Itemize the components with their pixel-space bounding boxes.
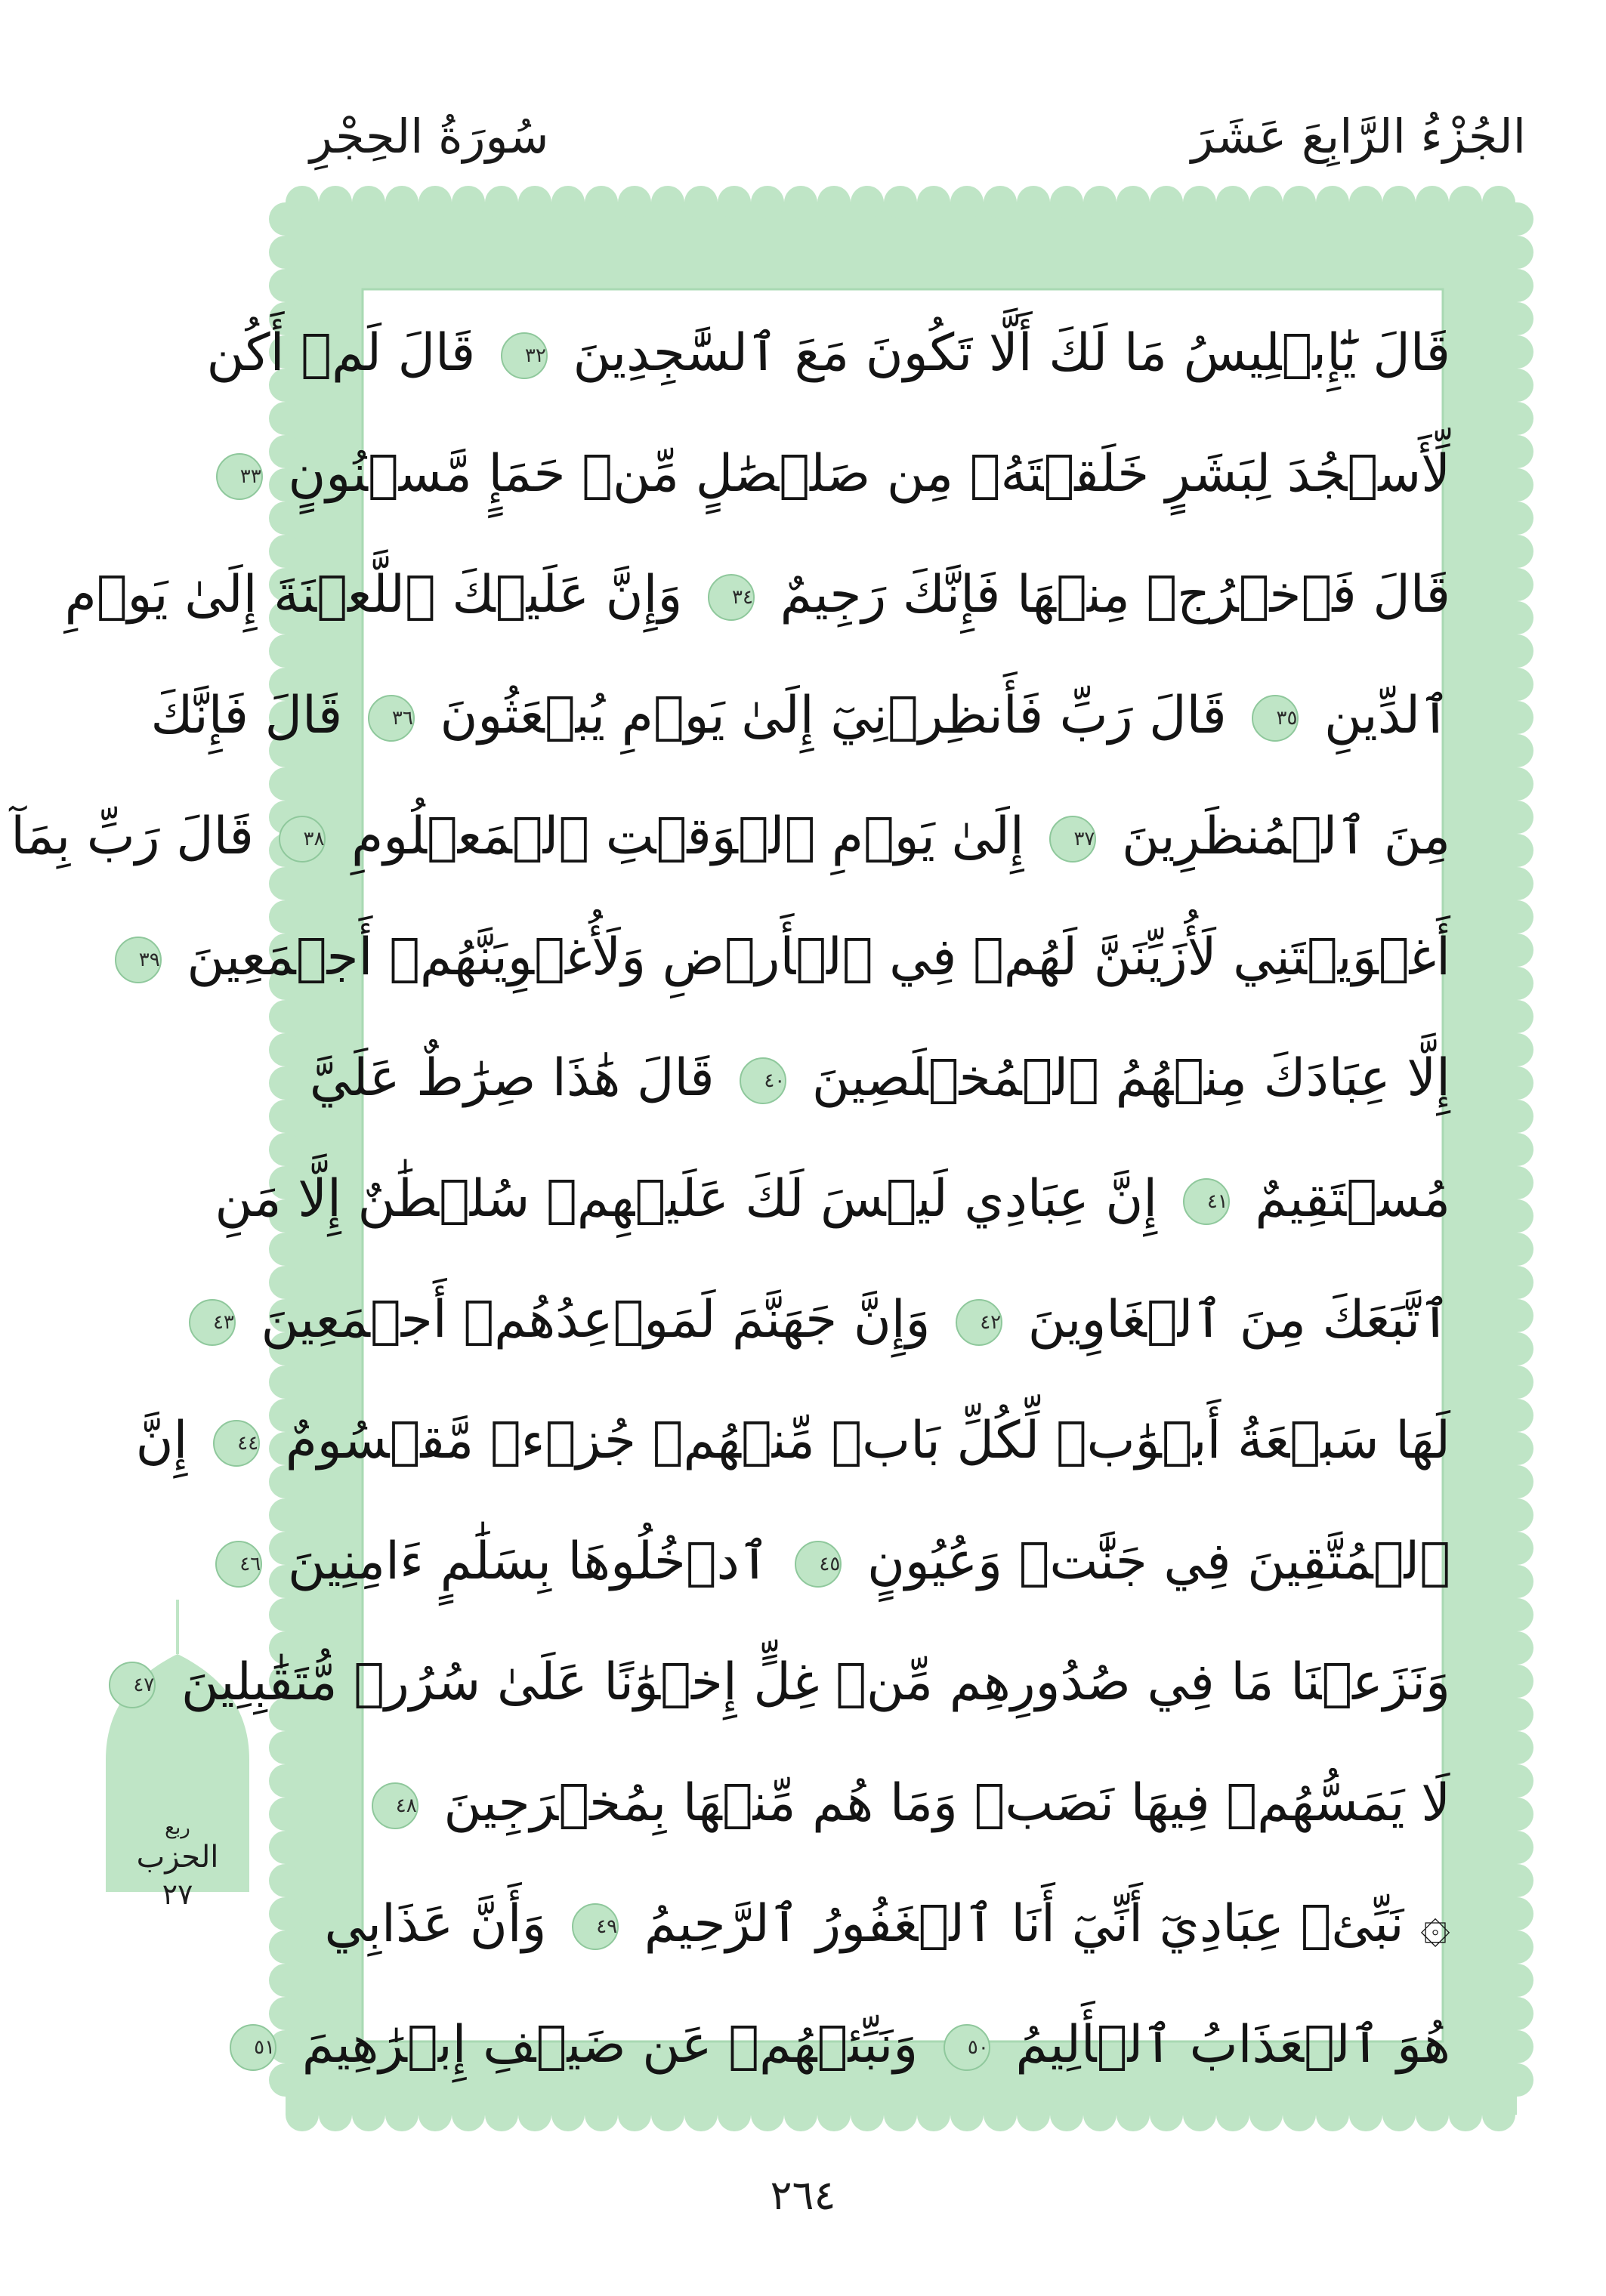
frame-scallop <box>1500 634 1533 668</box>
verse-text: هُوَ ٱلۡعَذَابُ ٱلۡأَلِيمُ <box>1015 2015 1450 2075</box>
verse-text: وَأَنَّ عَذَابِي <box>324 1894 547 1954</box>
verse-text: أَغۡوَيۡتَنِي لَأُزَيِّنَنَّ لَهُمۡ فِي ٱلۡأَرۡضِ وَلَأُغۡوِيَنَّهُمۡ أَجۡمَعِينَ <box>187 927 1450 987</box>
frame-scallop <box>269 1033 302 1066</box>
frame-scallop <box>1500 1532 1533 1565</box>
frame-scallop <box>1500 1897 1533 1930</box>
frame-scallop <box>1500 468 1533 501</box>
verse-text: وَنَزَعۡنَا مَا فِي صُدُورِهِم مِّنۡ غِلٍّ إِخۡوَٰنًا عَلَىٰ سُرُرٖ مُّتَقَٰبِلِينَ <box>181 1653 1450 1712</box>
frame-scallop <box>1500 1399 1533 1432</box>
frame-scallop <box>1500 867 1533 900</box>
frame-scallop <box>269 1066 302 1100</box>
frame-scallop <box>1500 435 1533 468</box>
frame-scallop <box>1500 1233 1533 1266</box>
frame-scallop <box>1500 934 1533 967</box>
frame-scallop <box>1500 568 1533 601</box>
verse-line <box>239 418 1450 531</box>
frame-scallop <box>269 236 302 269</box>
frame-scallop <box>1283 186 1316 219</box>
hizb-number: ٢٧ <box>162 1878 193 1911</box>
frame-scallop <box>1500 1432 1533 1465</box>
ayah-number-marker: ٤٣ <box>189 1299 236 1346</box>
frame-scallop <box>1500 834 1533 867</box>
verse-line <box>254 1989 1450 2102</box>
frame-scallop <box>917 186 950 219</box>
verse-line <box>206 297 1450 410</box>
frame-scallop <box>1500 1864 1533 1897</box>
frame-scallop <box>269 1864 302 1897</box>
verse-text: لَا يَمَسُّهُمۡ فِيهَا نَصَبٞ وَمَا هُم مِّنۡهَا بِمُخۡرَجِينَ <box>443 1773 1450 1833</box>
frame-scallop <box>269 1764 302 1798</box>
frame-scallop <box>1050 186 1083 219</box>
frame-scallop <box>1500 1665 1533 1698</box>
frame-scallop <box>1500 1698 1533 1731</box>
frame-scallop <box>1500 1631 1533 1665</box>
ayah-number-marker: ٤٩ <box>572 1903 619 1950</box>
verse-text: قَالَ هَٰذَا صِرَٰطٌ عَلَيَّ <box>309 1048 715 1108</box>
frame-scallop <box>1449 186 1482 219</box>
verse-line <box>385 1747 1450 1860</box>
frame-scallop <box>1017 186 1050 219</box>
ayah-number-marker: ٣٦ <box>368 695 415 742</box>
frame-scallop <box>1500 1731 1533 1764</box>
frame-scallop <box>1500 236 1533 269</box>
frame-scallop <box>651 186 684 219</box>
frame-scallop <box>1500 1166 1533 1199</box>
frame-scallop <box>984 186 1017 219</box>
frame-scallop <box>1500 335 1533 369</box>
frame-scallop <box>1500 1266 1533 1299</box>
frame-scallop <box>1150 186 1183 219</box>
verse-line <box>138 901 1450 1014</box>
frame-scallop <box>385 186 418 219</box>
verse-text: مُسۡتَقِيمٌ <box>1255 1169 1450 1229</box>
frame-scallop <box>269 1897 302 1930</box>
frame-scallop <box>1500 767 1533 801</box>
frame-scallop <box>319 186 352 219</box>
verse-text: ٱدۡخُلُوهَا بِسَلَٰمٍ ءَامِنِينَ <box>287 1532 770 1591</box>
frame-scallop <box>1500 967 1533 1000</box>
frame-scallop <box>1500 801 1533 834</box>
verse-text: مِنَ ٱلۡمُنظَرِينَ <box>1122 807 1450 866</box>
verse-text: ۞ نَبِّئۡ عِبَادِيٓ أَنِّيٓ أَنَا ٱلۡغَفُورُ ٱلرَّحِيمُ <box>644 1894 1450 1954</box>
frame-scallop <box>1500 1764 1533 1798</box>
frame-scallop <box>1500 1565 1533 1598</box>
verse-text: وَنَبِّئۡهُمۡ عَن ضَيۡفِ إِبۡرَٰهِيمَ <box>301 2015 919 2075</box>
frame-scallop <box>751 186 784 219</box>
ayah-number-marker: ٤٥ <box>795 1541 842 1588</box>
frame-scallop <box>1500 1199 1533 1233</box>
frame-scallop <box>269 1831 302 1864</box>
frame-scallop <box>1500 302 1533 335</box>
verse-text: قَالَ رَبِّ بِمَآ <box>11 807 254 866</box>
ayah-number-marker: ٤٠ <box>740 1057 786 1104</box>
frame-scallop <box>1500 601 1533 634</box>
frame-scallop <box>1500 2063 1533 2097</box>
frame-scallop <box>1083 186 1116 219</box>
verse-line <box>212 1264 1450 1377</box>
verse-text: إِنَّ عِبَادِي لَيۡسَ لَكَ عَلَيۡهِمۡ سُلۡطَٰنٌ إِلَّا مَنِ <box>215 1169 1158 1229</box>
verse-line <box>309 1022 1450 1135</box>
frame-scallop <box>1500 269 1533 302</box>
ayah-number-marker: ٣٢ <box>501 332 548 379</box>
frame-scallop <box>1500 1997 1533 2030</box>
frame-scallop <box>1382 186 1416 219</box>
frame-scallop <box>817 186 851 219</box>
verse-text: ٱتَّبَعَكَ مِنَ ٱلۡغَاوِينَ <box>1027 1290 1450 1350</box>
frame-scallop <box>485 186 518 219</box>
frame-scallop <box>452 186 485 219</box>
verse-line <box>135 1384 1450 1498</box>
frame-scallop <box>1500 1066 1533 1100</box>
verse-text: إِنَّ <box>135 1411 188 1470</box>
frame-scallop <box>718 186 751 219</box>
verse-text: قَالَ فَٱخۡرُجۡ مِنۡهَا فَإِنَّكَ رَجِيمٌ <box>780 565 1450 625</box>
frame-scallop <box>1500 1133 1533 1166</box>
frame-scallop <box>884 186 917 219</box>
frame-scallop <box>1500 1100 1533 1133</box>
verse-text: لِّأَسۡجُدَ لِبَشَرٍ خَلَقۡتَهُۥ مِن صَلۡصَٰلٍ مِّنۡ حَمَإٍ مَّسۡنُونٍ <box>288 444 1450 504</box>
frame-scallop <box>269 1930 302 1964</box>
verse-text: لَهَا سَبۡعَةُ أَبۡوَٰبٖ لِّكُلِّ بَابٖ مِّنۡهُمۡ جُزۡءٞ مَّقۡسُومٌ <box>285 1411 1450 1470</box>
ayah-number-marker: ٣٩ <box>115 937 162 983</box>
frame-scallop <box>1500 668 1533 701</box>
ayah-number-marker: ٤٢ <box>956 1299 1002 1346</box>
ayah-number-marker: ٤١ <box>1183 1178 1230 1225</box>
frame-scallop <box>1500 1598 1533 1631</box>
ayah-number-marker: ٣٤ <box>708 574 755 621</box>
verse-line <box>239 1505 1450 1619</box>
frame-scallop <box>950 186 984 219</box>
ayah-number-marker: ٤٨ <box>372 1782 418 1829</box>
frame-scallop <box>269 1798 302 1831</box>
juz-title: الجُزْءُ الرَّابِعَ عَشَرَ <box>1191 109 1526 164</box>
verse-text: وَإِنَّ عَلَيۡكَ ٱللَّعۡنَةَ إِلَىٰ يَوۡمِ <box>64 565 683 625</box>
verse-line <box>150 659 1450 773</box>
frame-scallop <box>1500 1930 1533 1964</box>
frame-scallop <box>1500 1332 1533 1366</box>
frame-scallop <box>1482 2098 1515 2131</box>
ayah-number-marker: ٣٧ <box>1049 816 1096 863</box>
frame-scallop <box>1500 1465 1533 1498</box>
frame-scallop <box>1500 369 1533 402</box>
frame-scallop <box>1500 501 1533 535</box>
surah-title: سُورَةُ الحِجْرِ <box>310 109 549 164</box>
verse-line <box>11 780 1450 893</box>
hizb-label: الحزب <box>136 1840 219 1875</box>
verse-text: قَالَ لَمۡ أَكُن <box>206 323 476 383</box>
frame-scallop <box>1500 1831 1533 1864</box>
hizb-quarter-label: ربع <box>165 1816 190 1839</box>
frame-scallop <box>1500 1498 1533 1532</box>
frame-scallop <box>319 2098 352 2131</box>
ayah-number-marker: ٥١ <box>230 2024 276 2071</box>
frame-scallop <box>1500 701 1533 734</box>
frame-scallop <box>1500 1000 1533 1033</box>
frame-scallop <box>1500 402 1533 435</box>
ayah-number-marker: ٤٤ <box>213 1420 260 1467</box>
ayah-number-marker: ٥٠ <box>944 2024 990 2071</box>
frame-scallop <box>286 2098 319 2131</box>
frame-scallop <box>1500 900 1533 934</box>
frame-scallop <box>1416 186 1449 219</box>
frame-scallop <box>1500 1366 1533 1399</box>
verse-text: ٱلۡمُتَّقِينَ فِي جَنَّٰتٖ وَعُيُونٍ <box>866 1532 1450 1591</box>
frame-scallop <box>518 186 551 219</box>
verse-text: إِلَّا عِبَادَكَ مِنۡهُمُ ٱلۡمُخۡلَصِينَ <box>811 1048 1450 1108</box>
frame-scallop <box>1183 186 1216 219</box>
ayah-number-marker: ٣٣ <box>216 453 263 500</box>
frame-scallop <box>851 186 884 219</box>
frame-scallop <box>1349 186 1382 219</box>
frame-scallop <box>1500 535 1533 568</box>
frame-scallop <box>1249 186 1283 219</box>
frame-scallop <box>269 202 302 236</box>
frame-scallop <box>352 186 385 219</box>
frame-scallop <box>1216 186 1249 219</box>
page-number: ٢٦٤ <box>770 2171 836 2219</box>
ayah-number-marker: ٣٥ <box>1252 695 1299 742</box>
frame-scallop <box>418 186 452 219</box>
verse-line <box>215 1143 1450 1256</box>
frame-scallop <box>618 186 651 219</box>
frame-scallop <box>1500 734 1533 767</box>
verse-text: قَالَ رَبِّ فَأَنظِرۡنِيٓ إِلَىٰ يَوۡمِ يُبۡعَثُونَ <box>440 686 1227 745</box>
verse-text: وَإِنَّ جَهَنَّمَ لَمَوۡعِدُهُمۡ أَجۡمَعِينَ <box>261 1290 931 1350</box>
frame-scallop <box>1116 186 1150 219</box>
verse-text: إِلَىٰ يَوۡمِ ٱلۡوَقۡتِ ٱلۡمَعۡلُومِ <box>351 807 1024 866</box>
verse-text: ٱلدِّينِ <box>1324 686 1450 745</box>
frame-scallop <box>1500 1033 1533 1066</box>
frame-scallop <box>684 186 718 219</box>
verse-line <box>133 1626 1450 1739</box>
frame-scallop <box>585 186 618 219</box>
frame-scallop <box>1500 1964 1533 1997</box>
frame-scallop <box>1500 202 1533 236</box>
frame-scallop <box>1316 186 1349 219</box>
verse-text: قَالَ فَإِنَّكَ <box>150 686 343 745</box>
verse-line <box>324 1868 1450 1981</box>
verse-line <box>64 539 1450 652</box>
frame-scallop <box>1500 1299 1533 1332</box>
frame-scallop <box>1500 1798 1533 1831</box>
ayah-number-marker: ٤٦ <box>215 1541 262 1588</box>
verse-text: قَالَ يَٰٓإِبۡلِيسُ مَا لَكَ أَلَّا تَكُونَ مَعَ ٱلسَّٰجِدِينَ <box>573 323 1450 383</box>
ayah-number-marker: ٣٨ <box>279 816 326 863</box>
ayah-number-marker: ٤٧ <box>109 1662 156 1708</box>
frame-scallop <box>269 1100 302 1133</box>
frame-scallop <box>784 186 817 219</box>
frame-scallop <box>1500 2030 1533 2063</box>
frame-scallop <box>551 186 585 219</box>
